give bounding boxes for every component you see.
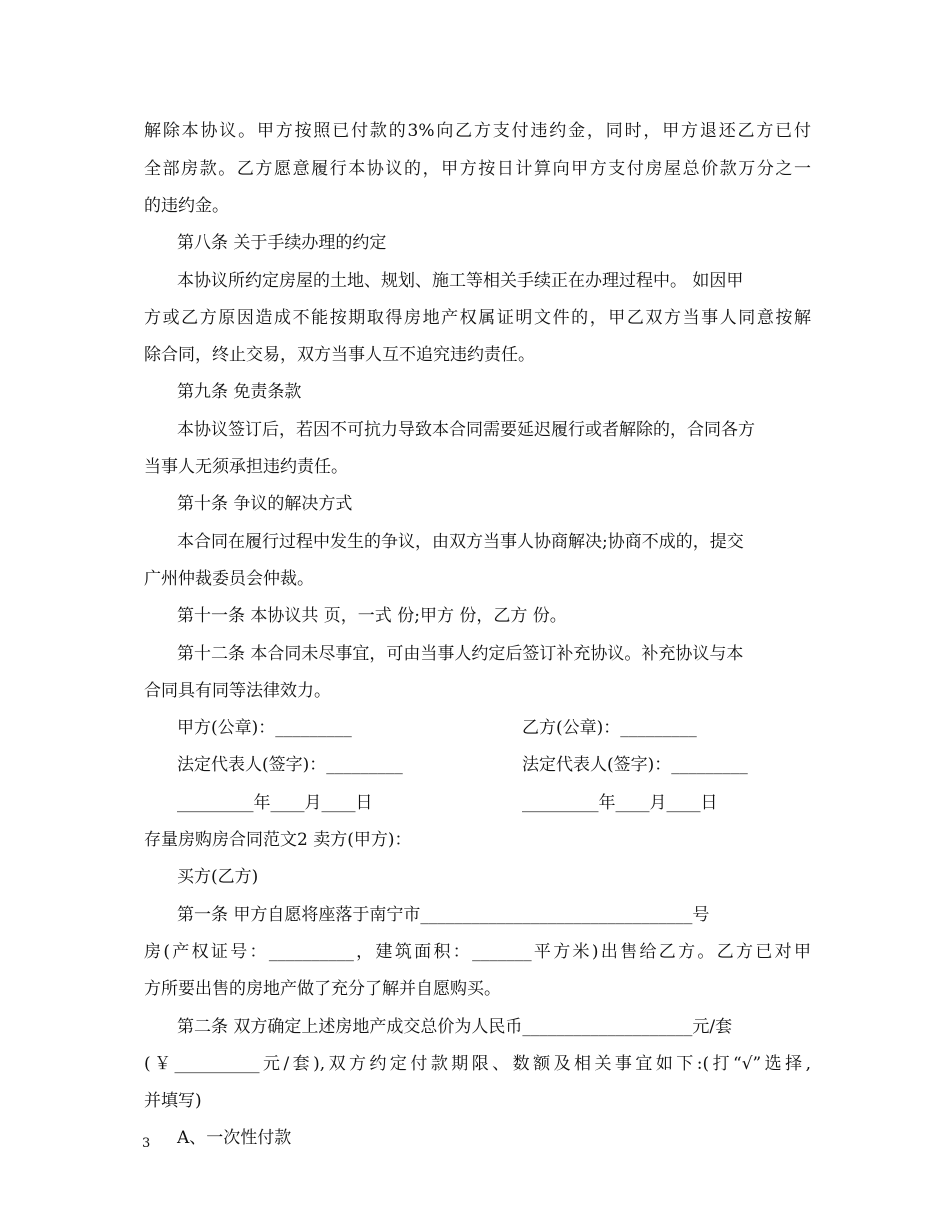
signature-rep-b: 法定代表人(签字)：_________ [522,755,748,775]
paragraph-line: 广州仲裁委员会仲裁。 [144,569,314,589]
paragraph-line: 本协议签订后，若因不可抗力导致本合同需要延迟履行或者解除的，合同各方 [177,420,755,440]
paragraph-line: 合同具有同等法律效力。 [144,681,331,701]
paragraph-line: 房(产权证号：__________，建筑面积：_______平方米)出售给乙方。乙方已对甲 [144,942,811,962]
page-number: 3 [142,1136,151,1151]
signature-party-b: 乙方(公章)：_________ [522,718,697,738]
article-heading: 第八条 关于手续办理的约定 [177,233,387,253]
paragraph-line: 第一条 甲方自愿将座落于南宁市________________________________号 [177,905,710,925]
paragraph-line: 全部房款。乙方愿意履行本协议的，甲方按日计算向甲方支付房屋总价款万分之一 [144,159,811,179]
paragraph-line: 除合同，终止交易，双方当事人互不追究违约责任。 [144,345,535,365]
paragraph-line: 第十一条 本协议共 页，一式 份;甲方 份，乙方 份。 [177,606,567,626]
paragraph-line: 解除本协议。甲方按照已付款的3%向乙方支付违约金，同时，甲方退还乙方已付 [144,121,811,141]
contract-title-line: 存量房购房合同范文2 卖方(甲方)： [144,830,412,850]
paragraph-line: 买方(乙方) [177,867,259,887]
paragraph-line: 当事人无须承担违约责任。 [144,457,348,477]
paragraph-line: 本协议所约定房屋的土地、规划、施工等相关手续正在办理过程中。 如因甲 [177,271,744,291]
signature-rep-a: 法定代表人(签字)：_________ [177,755,403,775]
paragraph-line: A、一次性付款 [177,1128,292,1148]
paragraph-line: 第十二条 本合同未尽事宜，可由当事人约定后签订补充协议。补充协议与本 [177,644,744,664]
signature-party-a: 甲方(公章)：_________ [177,718,352,738]
paragraph-line: 本合同在履行过程中发生的争议，由双方当事人协商解决;协商不成的，提交 [177,532,744,552]
paragraph-line: 并填写) [144,1091,202,1111]
article-heading: 第十条 争议的解决方式 [177,494,353,514]
article-heading: 第九条 免责条款 [177,382,302,402]
signature-date-b: _________年____月____日 [522,793,718,813]
paragraph-line: (￥__________元/套),双方约定付款期限、数额及相关事宜如下:(打“√”选择, [144,1054,811,1074]
signature-date-a: _________年____月____日 [177,793,373,813]
paragraph-line: 方所要出售的房地产做了充分了解并自愿购买。 [144,979,501,999]
paragraph-line: 方或乙方原因造成不能按期取得房地产权属证明文件的，甲乙双方当事人同意按解 [144,308,811,328]
paragraph-line: 的违约金。 [144,196,229,216]
paragraph-line: 第二条 双方确定上述房地产成交总价为人民币____________________元/套 [177,1017,733,1037]
